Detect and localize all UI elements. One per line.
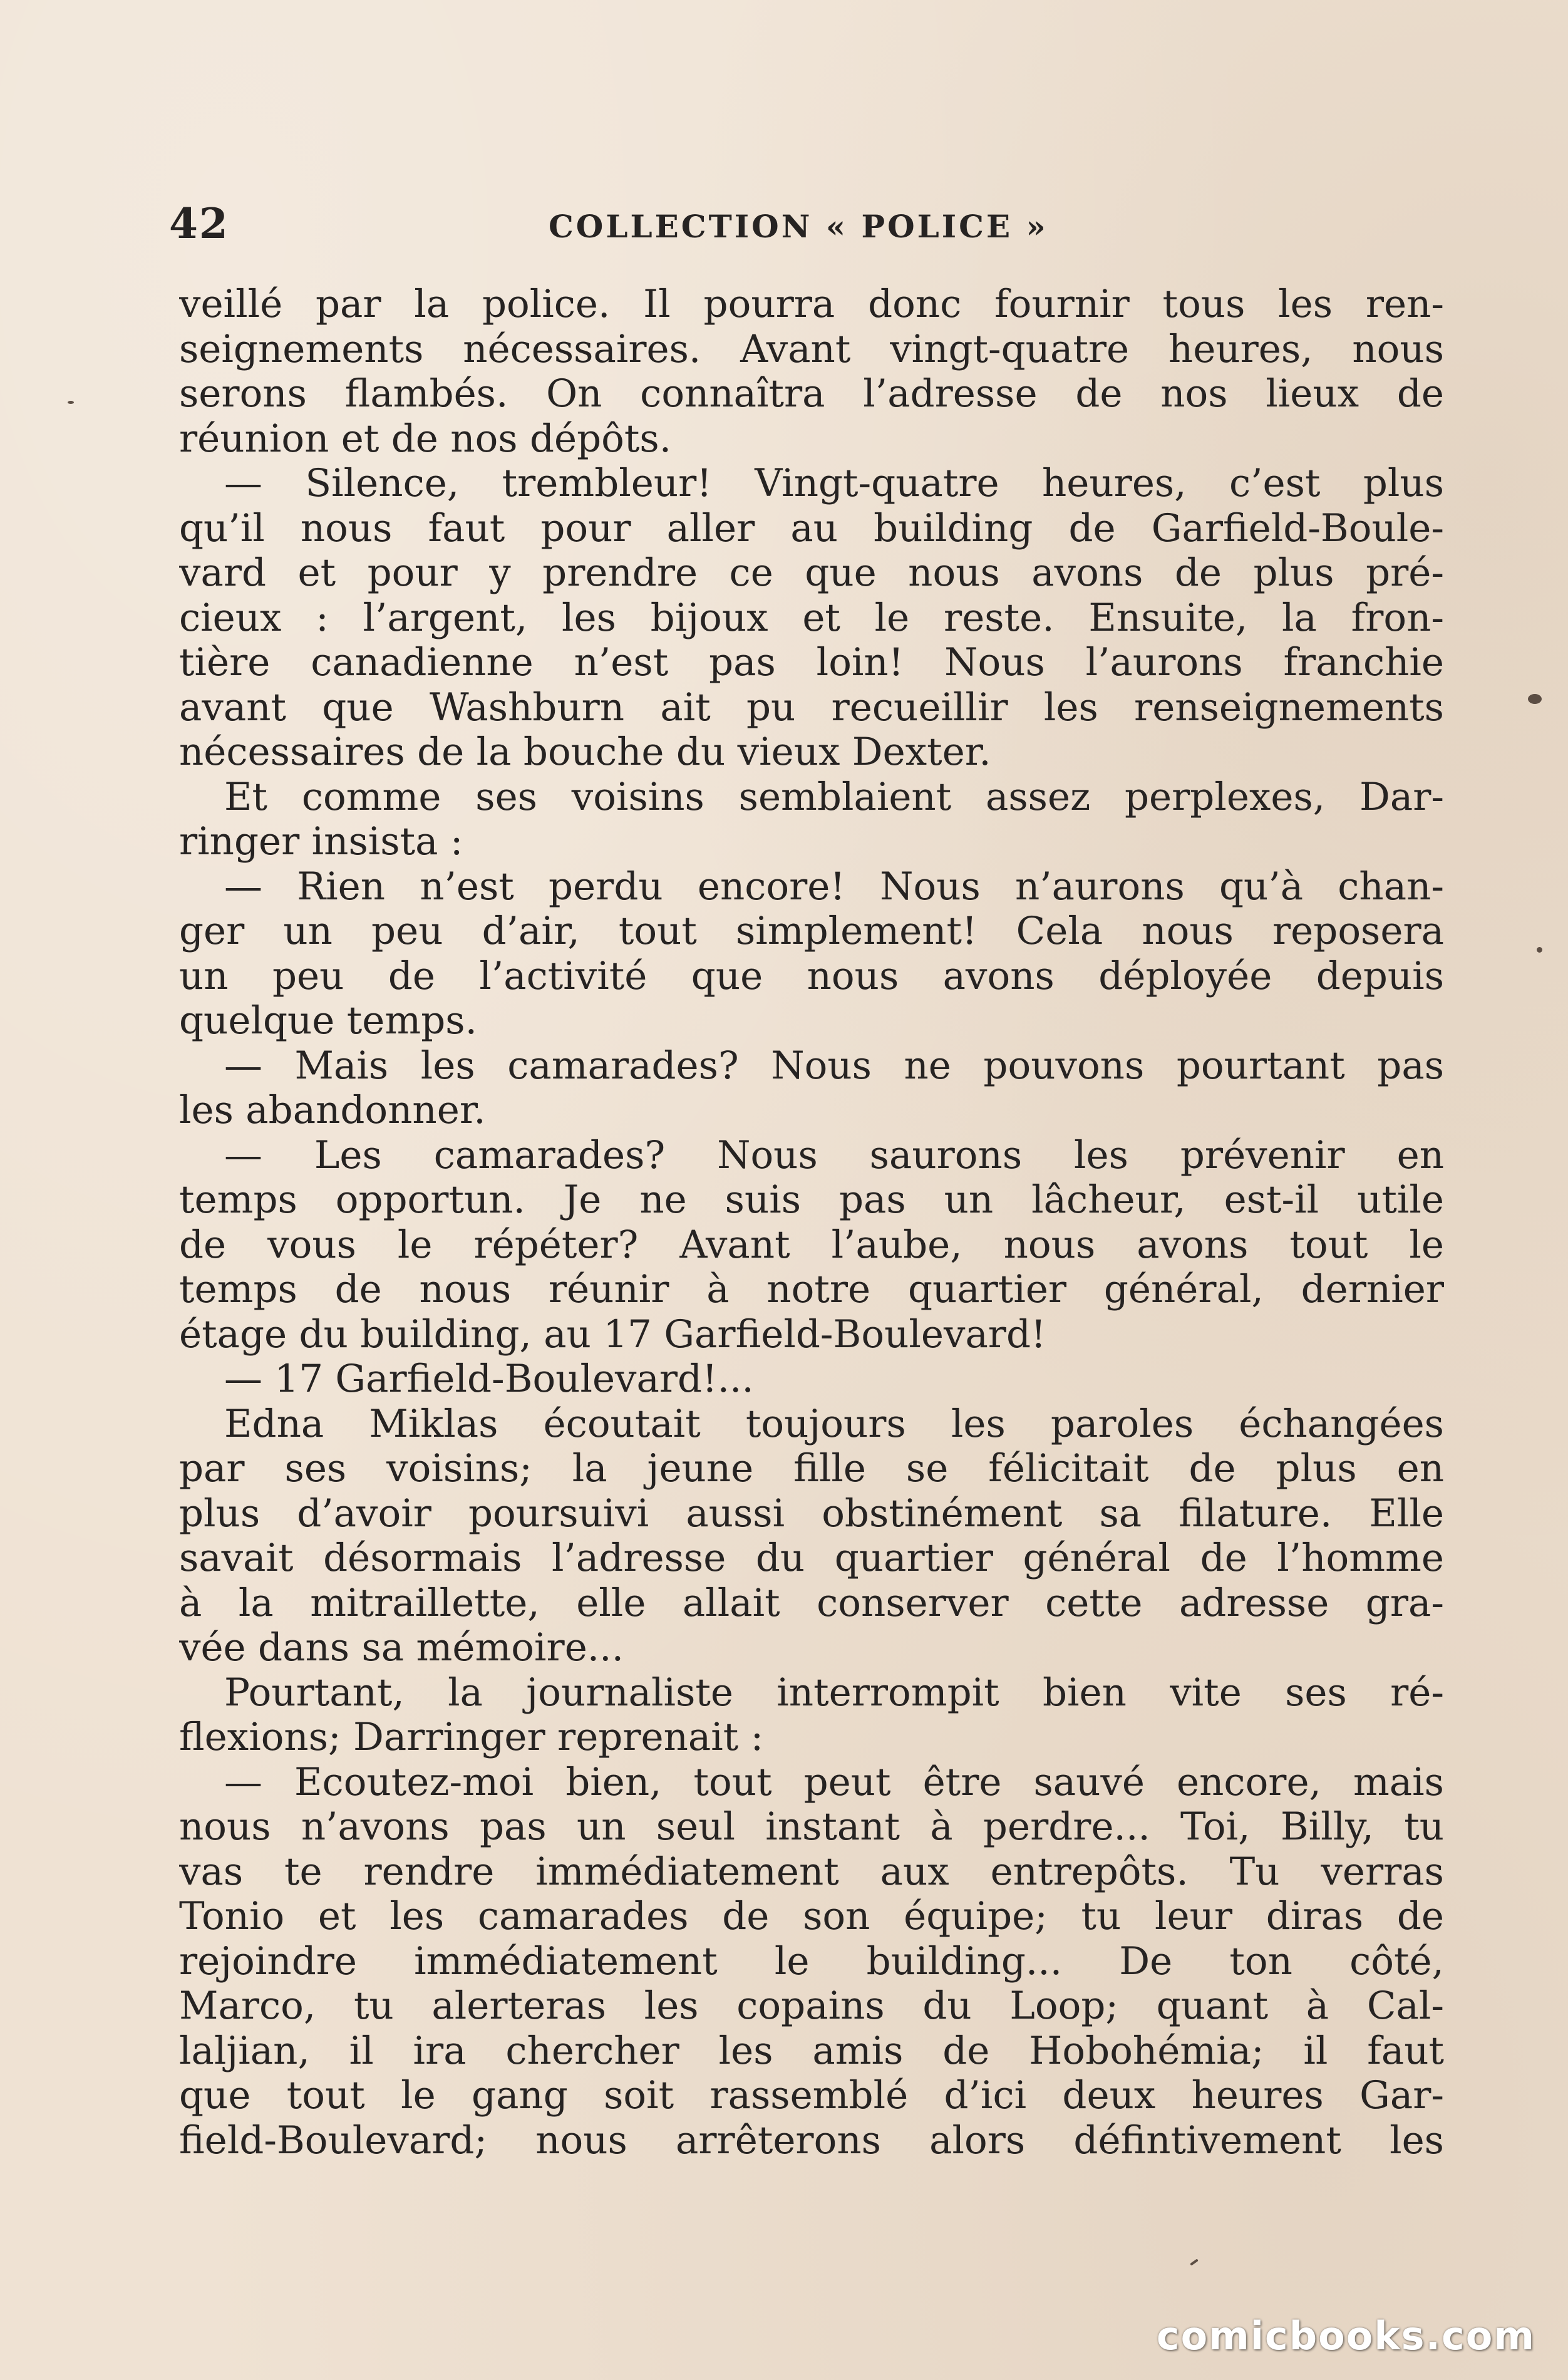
text-line: — 17 Garfield-Boulevard!...: [224, 1357, 754, 1401]
text-line: Marco, tu alerteras les copains du Loop; quant à Cal-: [179, 1984, 1444, 2028]
text-line: vée dans sa mémoire...: [179, 1625, 624, 1670]
ink-speck: [1190, 2258, 1199, 2265]
text-line: de vous le répéter? Avant l’aube, nous avons tout le: [179, 1222, 1444, 1267]
text-line: qu’il nous faut pour aller au building de Garfield-Boule-: [179, 505, 1444, 551]
text-line: — Ecoutez-moi bien, tout peut être sauvé encore, mais: [224, 1759, 1444, 1804]
running-head: COLLECTION « POLICE »: [549, 208, 1048, 245]
text-line: — Rien n’est perdu encore! Nous n’aurons qu’à chan-: [224, 864, 1444, 909]
text-line: seignements nécessaires. Avant vingt-quatre heures, nous: [179, 326, 1444, 371]
text-line: nécessaires de la bouche du vieux Dexter.: [179, 730, 991, 774]
text-line: tière canadienne n’est pas loin! Nous l’aurons franchie: [179, 640, 1444, 685]
ink-speck: [1528, 694, 1542, 704]
text-line: à la mitraillette, elle allait conserver cette adresse gra-: [179, 1580, 1444, 1625]
text-line: cieux : l’argent, les bijoux et le reste. Ensuite, la fron-: [179, 595, 1444, 640]
text-line: ringer insista :: [179, 819, 463, 864]
text-line: savait désormais l’adresse du quartier général de l’homme: [179, 1536, 1444, 1580]
text-line: — Silence, trembleur! Vingt-quatre heures, c’est plus: [224, 461, 1444, 505]
text-line: plus d’avoir poursuivi aussi obstinément sa filature. Elle: [179, 1491, 1444, 1536]
text-line: veillé par la police. Il pourra donc fournir tous les ren-: [179, 282, 1444, 326]
text-line: laljian, il ira chercher les amis de Hobohémia; il faut: [179, 2028, 1444, 2073]
text-line: Edna Miklas écoutait toujours les paroles échangées: [224, 1401, 1444, 1446]
text-line: vard et pour y prendre ce que nous avons de plus pré-: [179, 551, 1444, 595]
text-line: Tonio et les camarades de son équipe; tu leur diras de: [179, 1894, 1444, 1938]
text-line: temps opportun. Je ne suis pas un lâcheur, est-il utile: [179, 1177, 1444, 1222]
ink-speck: [68, 401, 74, 404]
text-line: par ses voisins; la jeune fille se félicitait de plus en: [179, 1446, 1444, 1491]
text-line: nous n’avons pas un seul instant à perdre... Toi, Billy, tu: [179, 1804, 1444, 1849]
ink-speck: [1537, 947, 1542, 953]
text-line: serons flambés. On connaîtra l’adresse de nos lieux de: [179, 371, 1444, 416]
page-header: [169, 199, 1058, 249]
text-line: que tout le gang soit rassemblé d’ici deux heures Gar-: [179, 2073, 1444, 2118]
text-line: avant que Washburn ait pu recueillir les renseignements: [179, 685, 1444, 730]
text-line: quelque temps.: [179, 998, 477, 1043]
text-line: ger un peu d’air, tout simplement! Cela nous reposera: [179, 909, 1444, 953]
watermark: comicbooks.com: [1156, 2313, 1535, 2359]
body-text: [179, 282, 1444, 2163]
text-line: field-Boulevard; nous arrêterons alors défintivement les: [179, 2118, 1444, 2163]
text-line: les abandonner.: [179, 1088, 486, 1132]
text-line: temps de nous réunir à notre quartier général, dernier: [179, 1267, 1444, 1312]
text-line: un peu de l’activité que nous avons déployée depuis: [179, 953, 1444, 998]
text-line: rejoindre immédiatement le building... De ton côté,: [179, 1938, 1444, 1984]
text-line: flexions; Darringer reprenait :: [179, 1715, 764, 1759]
text-line: vas te rendre immédiatement aux entrepôts. Tu verras: [179, 1849, 1444, 1894]
text-line: réunion et de nos dépôts.: [179, 416, 672, 461]
text-line: Et comme ses voisins semblaient assez perplexes, Dar-: [224, 774, 1444, 819]
text-line: étage du building, au 17 Garfield-Boulevard!: [179, 1312, 1046, 1357]
text-line: Pourtant, la journaliste interrompit bien vite ses ré-: [224, 1670, 1444, 1715]
text-line: — Les camarades? Nous saurons les prévenir en: [224, 1132, 1444, 1177]
text-line: — Mais les camarades? Nous ne pouvons pourtant pas: [224, 1043, 1444, 1088]
page-number: 42: [169, 199, 229, 248]
